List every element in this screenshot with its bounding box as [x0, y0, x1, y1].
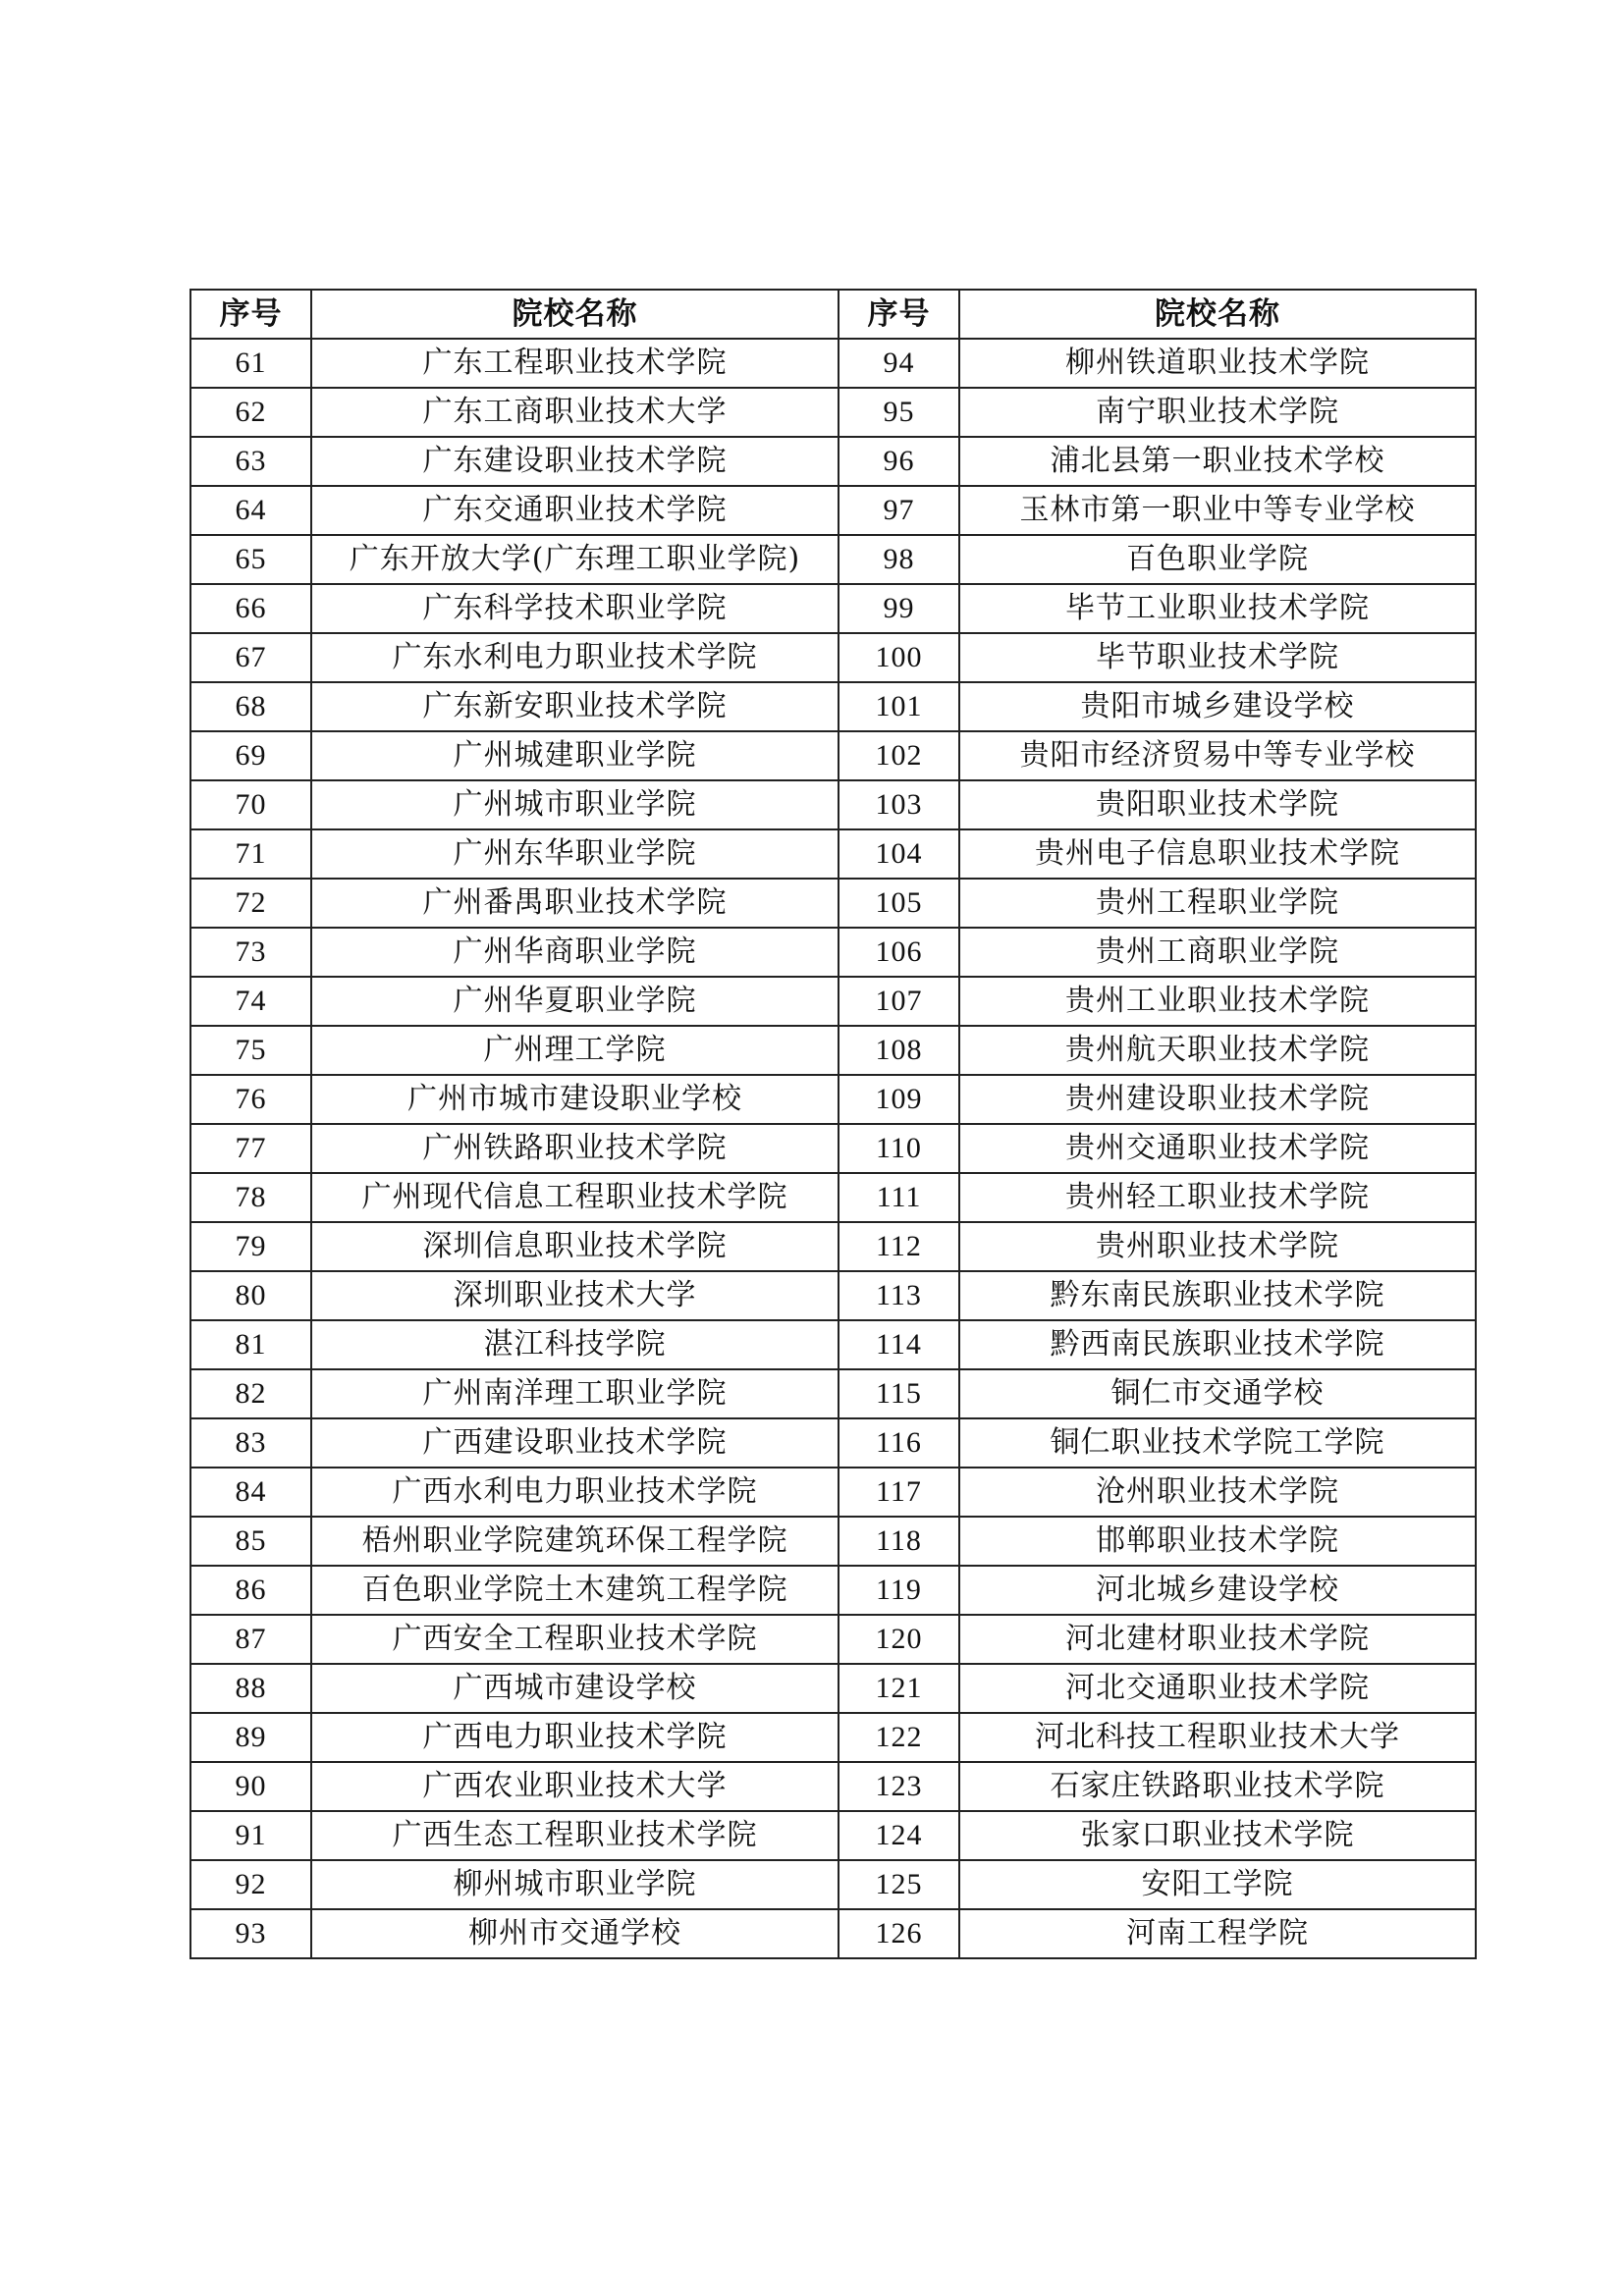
seq-left-cell: 72 [190, 879, 311, 928]
school-name-left-cell: 广西安全工程职业技术学院 [311, 1615, 839, 1664]
seq-right-cell: 102 [839, 731, 959, 780]
school-name-left-cell: 广东建设职业技术学院 [311, 437, 839, 486]
table-row [190, 682, 1476, 731]
school-name-right-cell: 贵州工业职业技术学院 [959, 977, 1476, 1026]
table-row [190, 1026, 1476, 1075]
seq-right-cell: 118 [839, 1517, 959, 1566]
school-name-right-cell: 柳州铁道职业技术学院 [959, 339, 1476, 388]
seq-right-cell: 125 [839, 1860, 959, 1909]
header-seq-right: 序号 [839, 290, 959, 339]
table-row [190, 1566, 1476, 1615]
school-name-left-cell: 广西生态工程职业技术学院 [311, 1811, 839, 1860]
table-row [190, 1860, 1476, 1909]
seq-left-cell: 61 [190, 339, 311, 388]
seq-left-cell: 74 [190, 977, 311, 1026]
table-body [190, 339, 1476, 1958]
school-name-left-cell: 广州现代信息工程职业技术学院 [311, 1173, 839, 1222]
table-row [190, 1222, 1476, 1271]
seq-right-cell: 124 [839, 1811, 959, 1860]
school-name-right-cell: 安阳工学院 [959, 1860, 1476, 1909]
seq-left-cell: 63 [190, 437, 311, 486]
school-name-right-cell: 贵州工商职业学院 [959, 928, 1476, 977]
school-name-right-cell: 河北城乡建设学校 [959, 1566, 1476, 1615]
seq-left-cell: 81 [190, 1320, 311, 1369]
header-row [190, 290, 1476, 339]
seq-left-cell: 73 [190, 928, 311, 977]
school-name-left-cell: 广西农业职业技术大学 [311, 1762, 839, 1811]
seq-left-cell: 88 [190, 1664, 311, 1713]
seq-right-cell: 115 [839, 1369, 959, 1418]
seq-right-cell: 116 [839, 1418, 959, 1468]
school-name-left-cell: 深圳职业技术大学 [311, 1271, 839, 1320]
table-row [190, 1762, 1476, 1811]
seq-right-cell: 96 [839, 437, 959, 486]
seq-left-cell: 68 [190, 682, 311, 731]
table-row [190, 1811, 1476, 1860]
seq-right-cell: 114 [839, 1320, 959, 1369]
seq-right-cell: 123 [839, 1762, 959, 1811]
seq-right-cell: 104 [839, 829, 959, 879]
seq-right-cell: 99 [839, 584, 959, 633]
seq-left-cell: 65 [190, 535, 311, 584]
school-name-right-cell: 贵阳职业技术学院 [959, 780, 1476, 829]
table-row [190, 633, 1476, 682]
table-row [190, 1173, 1476, 1222]
seq-right-cell: 95 [839, 388, 959, 437]
seq-right-cell: 106 [839, 928, 959, 977]
school-name-left-cell: 柳州市交通学校 [311, 1909, 839, 1958]
school-name-right-cell: 贵州交通职业技术学院 [959, 1124, 1476, 1173]
school-name-right-cell: 贵州建设职业技术学院 [959, 1075, 1476, 1124]
school-name-left-cell: 广州东华职业学院 [311, 829, 839, 879]
table-row [190, 829, 1476, 879]
seq-right-cell: 98 [839, 535, 959, 584]
seq-right-cell: 103 [839, 780, 959, 829]
seq-left-cell: 79 [190, 1222, 311, 1271]
school-name-left-cell: 广东交通职业技术学院 [311, 486, 839, 535]
seq-left-cell: 89 [190, 1713, 311, 1762]
table-row [190, 486, 1476, 535]
school-name-right-cell: 贵州轻工职业技术学院 [959, 1173, 1476, 1222]
school-name-left-cell: 广州城建职业学院 [311, 731, 839, 780]
school-name-left-cell: 湛江科技学院 [311, 1320, 839, 1369]
seq-left-cell: 86 [190, 1566, 311, 1615]
school-name-right-cell: 玉林市第一职业中等专业学校 [959, 486, 1476, 535]
seq-right-cell: 110 [839, 1124, 959, 1173]
seq-left-cell: 64 [190, 486, 311, 535]
seq-left-cell: 83 [190, 1418, 311, 1468]
seq-left-cell: 87 [190, 1615, 311, 1664]
school-name-right-cell: 沧州职业技术学院 [959, 1468, 1476, 1517]
seq-right-cell: 109 [839, 1075, 959, 1124]
table-row [190, 339, 1476, 388]
table-row [190, 437, 1476, 486]
school-name-left-cell: 广西城市建设学校 [311, 1664, 839, 1713]
school-name-left-cell: 广州市城市建设职业学校 [311, 1075, 839, 1124]
seq-right-cell: 121 [839, 1664, 959, 1713]
seq-left-cell: 85 [190, 1517, 311, 1566]
table-row [190, 1713, 1476, 1762]
table-row [190, 1517, 1476, 1566]
school-name-left-cell: 广西水利电力职业技术学院 [311, 1468, 839, 1517]
seq-left-cell: 92 [190, 1860, 311, 1909]
school-name-right-cell: 贵阳市城乡建设学校 [959, 682, 1476, 731]
seq-right-cell: 111 [839, 1173, 959, 1222]
school-name-right-cell: 贵州工程职业学院 [959, 879, 1476, 928]
table-row [190, 1615, 1476, 1664]
table-row [190, 388, 1476, 437]
seq-right-cell: 105 [839, 879, 959, 928]
school-name-right-cell: 百色职业学院 [959, 535, 1476, 584]
school-name-left-cell: 广州铁路职业技术学院 [311, 1124, 839, 1173]
school-name-right-cell: 黔东南民族职业技术学院 [959, 1271, 1476, 1320]
table-row [190, 731, 1476, 780]
school-name-left-cell: 广西电力职业技术学院 [311, 1713, 839, 1762]
school-name-left-cell: 广州城市职业学院 [311, 780, 839, 829]
school-name-right-cell: 毕节工业职业技术学院 [959, 584, 1476, 633]
seq-right-cell: 122 [839, 1713, 959, 1762]
seq-right-cell: 119 [839, 1566, 959, 1615]
seq-left-cell: 82 [190, 1369, 311, 1418]
school-name-right-cell: 毕节职业技术学院 [959, 633, 1476, 682]
table-row [190, 584, 1476, 633]
table-row [190, 977, 1476, 1026]
table-row [190, 879, 1476, 928]
seq-left-cell: 90 [190, 1762, 311, 1811]
school-name-left-cell: 百色职业学院土木建筑工程学院 [311, 1566, 839, 1615]
table-row [190, 1909, 1476, 1958]
seq-left-cell: 84 [190, 1468, 311, 1517]
seq-left-cell: 76 [190, 1075, 311, 1124]
seq-left-cell: 71 [190, 829, 311, 879]
table-row [190, 1320, 1476, 1369]
seq-left-cell: 75 [190, 1026, 311, 1075]
table-row [190, 1468, 1476, 1517]
seq-left-cell: 66 [190, 584, 311, 633]
school-name-left-cell: 深圳信息职业技术学院 [311, 1222, 839, 1271]
seq-left-cell: 67 [190, 633, 311, 682]
school-name-right-cell: 河南工程学院 [959, 1909, 1476, 1958]
seq-left-cell: 70 [190, 780, 311, 829]
school-list-table [189, 289, 1477, 1959]
table-row [190, 1075, 1476, 1124]
header-name-right: 院校名称 [959, 290, 1476, 339]
school-name-right-cell: 铜仁市交通学校 [959, 1369, 1476, 1418]
seq-left-cell: 80 [190, 1271, 311, 1320]
seq-left-cell: 91 [190, 1811, 311, 1860]
table-row [190, 1271, 1476, 1320]
school-name-right-cell: 铜仁职业技术学院工学院 [959, 1418, 1476, 1468]
seq-right-cell: 126 [839, 1909, 959, 1958]
seq-right-cell: 108 [839, 1026, 959, 1075]
school-name-left-cell: 广东开放大学(广东理工职业学院) [311, 535, 839, 584]
school-name-right-cell: 浦北县第一职业技术学校 [959, 437, 1476, 486]
table-row [190, 1418, 1476, 1468]
school-name-left-cell: 广州理工学院 [311, 1026, 839, 1075]
school-name-right-cell: 贵州职业技术学院 [959, 1222, 1476, 1271]
school-name-left-cell: 广东科学技术职业学院 [311, 584, 839, 633]
header-seq-left: 序号 [190, 290, 311, 339]
school-name-right-cell: 张家口职业技术学院 [959, 1811, 1476, 1860]
school-name-right-cell: 贵州航天职业技术学院 [959, 1026, 1476, 1075]
seq-right-cell: 101 [839, 682, 959, 731]
school-name-left-cell: 柳州城市职业学院 [311, 1860, 839, 1909]
school-name-right-cell: 邯郸职业技术学院 [959, 1517, 1476, 1566]
school-name-left-cell: 广西建设职业技术学院 [311, 1418, 839, 1468]
school-name-left-cell: 广东工商职业技术大学 [311, 388, 839, 437]
school-name-right-cell: 贵阳市经济贸易中等专业学校 [959, 731, 1476, 780]
seq-right-cell: 100 [839, 633, 959, 682]
school-name-right-cell: 黔西南民族职业技术学院 [959, 1320, 1476, 1369]
school-name-right-cell: 贵州电子信息职业技术学院 [959, 829, 1476, 879]
table-header [190, 290, 1476, 339]
table-row [190, 1124, 1476, 1173]
seq-right-cell: 97 [839, 486, 959, 535]
seq-left-cell: 77 [190, 1124, 311, 1173]
school-name-left-cell: 广东工程职业技术学院 [311, 339, 839, 388]
school-name-right-cell: 河北交通职业技术学院 [959, 1664, 1476, 1713]
table-row [190, 1664, 1476, 1713]
school-name-left-cell: 梧州职业学院建筑环保工程学院 [311, 1517, 839, 1566]
seq-left-cell: 62 [190, 388, 311, 437]
school-name-right-cell: 石家庄铁路职业技术学院 [959, 1762, 1476, 1811]
school-name-right-cell: 河北科技工程职业技术大学 [959, 1713, 1476, 1762]
table-row [190, 928, 1476, 977]
seq-right-cell: 112 [839, 1222, 959, 1271]
school-name-left-cell: 广州华商职业学院 [311, 928, 839, 977]
school-name-right-cell: 南宁职业技术学院 [959, 388, 1476, 437]
school-name-left-cell: 广东新安职业技术学院 [311, 682, 839, 731]
header-name-left: 院校名称 [311, 290, 839, 339]
seq-right-cell: 120 [839, 1615, 959, 1664]
school-name-left-cell: 广州华夏职业学院 [311, 977, 839, 1026]
school-name-left-cell: 广州南洋理工职业学院 [311, 1369, 839, 1418]
table-row [190, 1369, 1476, 1418]
seq-right-cell: 107 [839, 977, 959, 1026]
school-name-left-cell: 广州番禺职业技术学院 [311, 879, 839, 928]
table-row [190, 535, 1476, 584]
seq-right-cell: 113 [839, 1271, 959, 1320]
school-name-left-cell: 广东水利电力职业技术学院 [311, 633, 839, 682]
school-name-right-cell: 河北建材职业技术学院 [959, 1615, 1476, 1664]
seq-right-cell: 117 [839, 1468, 959, 1517]
seq-right-cell: 94 [839, 339, 959, 388]
table-row [190, 780, 1476, 829]
seq-left-cell: 78 [190, 1173, 311, 1222]
seq-left-cell: 93 [190, 1909, 311, 1958]
seq-left-cell: 69 [190, 731, 311, 780]
